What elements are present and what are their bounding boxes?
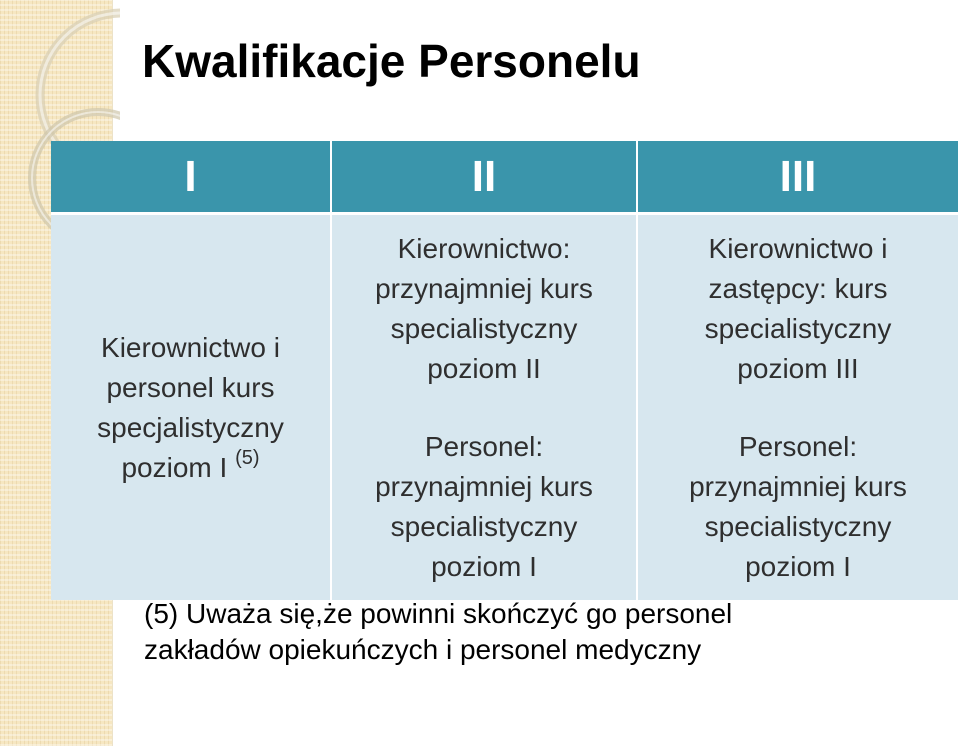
cell-line: zastępcy: kurs [708, 272, 888, 304]
cell-line: poziom I [121, 451, 228, 483]
cell-line: Kierownictwo: [397, 232, 571, 264]
column-header-level-1: I [51, 141, 331, 214]
cell-line: specialistyczny [390, 510, 578, 542]
staff-requirement [336, 427, 632, 587]
cell-line: Personel: [738, 430, 858, 462]
cell-line: przynajmniej kurs [375, 272, 593, 304]
cell-line: poziom III [737, 352, 859, 384]
cell-level-1 [51, 214, 331, 601]
column-header-level-3: III [637, 141, 958, 214]
cell-line: specialistyczny [704, 510, 892, 542]
cell-line: poziom II [427, 352, 541, 384]
cell-line: przynajmniej kurs [375, 470, 593, 502]
footnote-line: zakładów opiekuńczych i personel medyczny [144, 634, 702, 665]
staff-requirement [642, 427, 954, 587]
management-requirement [336, 229, 632, 389]
cell-line: przynajmniej kurs [689, 470, 907, 502]
footnote [144, 596, 732, 668]
footnote-reference: (5) [235, 447, 260, 470]
cell-level-2 [331, 214, 637, 601]
footnote-line: (5) Uważa się,że powinni skończyć go personel [144, 598, 733, 629]
qualifications-table [51, 141, 958, 600]
cell-line: Personel: [424, 430, 544, 462]
table-row [51, 214, 958, 601]
cell-line: personel kurs [106, 371, 275, 403]
cell-line: poziom I [745, 550, 851, 582]
column-header-level-2: II [331, 141, 637, 214]
cell-line: Kierownictwo i [708, 232, 888, 264]
cell-line: specialistyczny [390, 312, 578, 344]
cell-level-3 [637, 214, 958, 601]
management-requirement [642, 229, 954, 389]
cell-line: Kierownictwo i [101, 331, 280, 363]
cell-line: poziom I [431, 550, 537, 582]
cell-line: specjalistyczny [97, 411, 284, 443]
cell-line: specialistyczny [704, 312, 892, 344]
table-header-row [51, 141, 958, 214]
page-title: Kwalifikacje Personelu [142, 35, 641, 87]
